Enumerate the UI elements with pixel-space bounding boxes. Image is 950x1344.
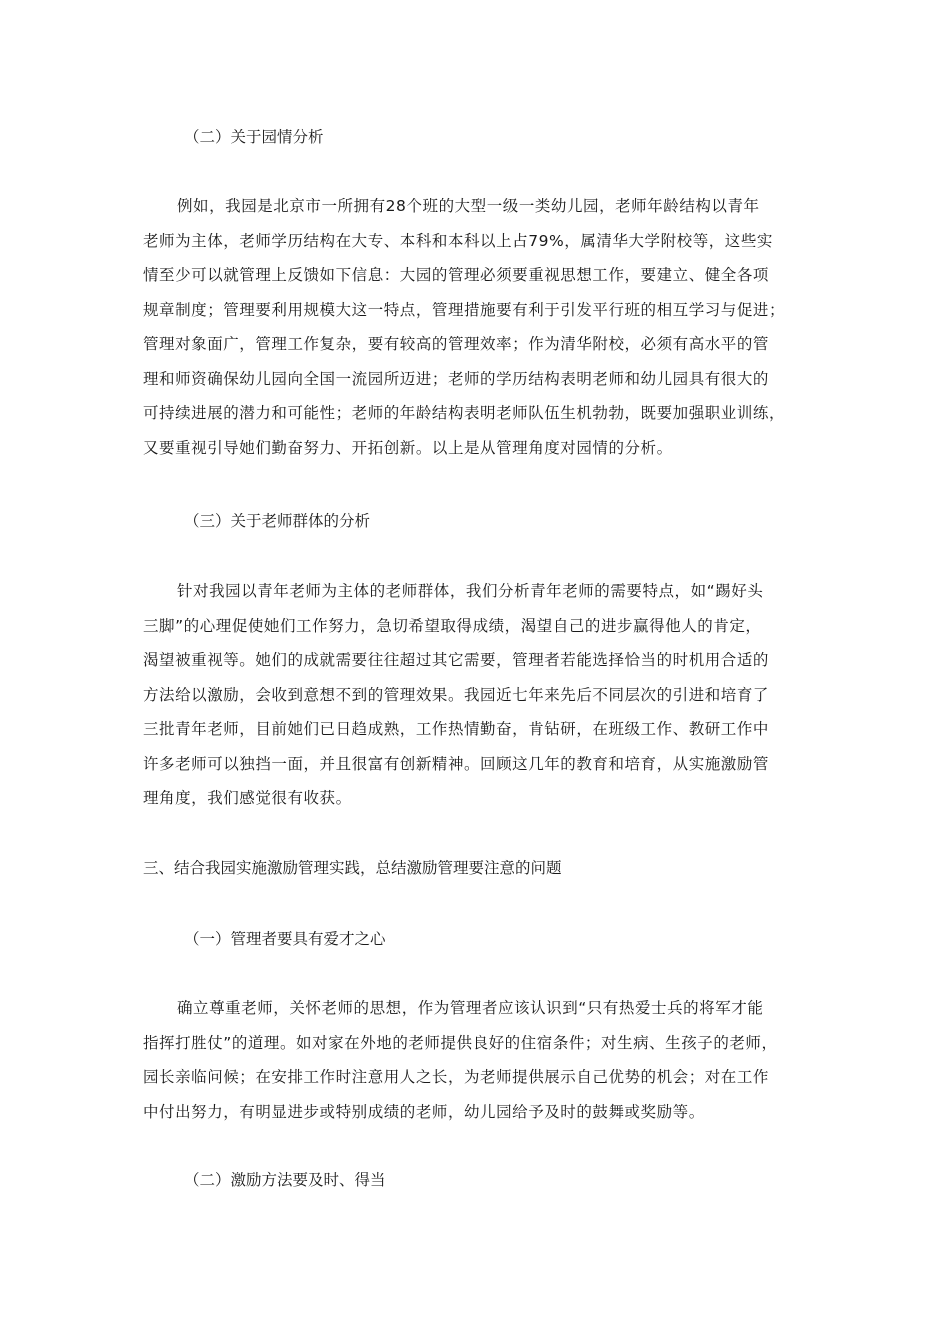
paragraph-line: 中付出努力，有明显进步或特别成绩的老师，幼儿园给予及时的鼓舞或奖励等。: [143, 1102, 705, 1121]
paragraph-line: 渴望被重视等。她们的成就需要往往超过其它需要，管理者若能选择恰当的时机用合适的: [143, 651, 769, 669]
paragraph-line: 可持续进展的潜力和可能性；老师的年龄结构表明老师队伍生机勃勃，既要加强职业训练，: [143, 404, 786, 422]
paragraph-line: 理和师资确保幼儿园向全国一流园所迈进；老师的学历结构表明老师和幼儿园具有很大的: [143, 369, 769, 388]
paragraph-line: 三批青年老师，目前她们已日趋成熟，工作热情勤奋，肯钻研，在班级工作、教研工作中: [143, 720, 769, 738]
paragraph-line: 确立尊重老师，关怀老师的思想，作为管理者应该认识到“只有热爱士兵的将军才能: [177, 999, 764, 1017]
paragraph-line: 三脚”的心理促使她们工作努力，急切希望取得成绩，渴望自己的进步赢得他人的肯定，: [143, 616, 762, 635]
section-heading-teacher-group: （三）关于老师群体的分析: [184, 512, 371, 530]
paragraph-line: 管理对象面广，管理工作复杂，要有较高的管理效率；作为清华附校，必须有高水平的管: [143, 335, 769, 353]
paragraph-line: 针对我园以青年老师为主体的老师群体，我们分析青年老师的需要特点，如“踢好头: [177, 582, 764, 600]
paragraph-line: 方法给以激励，会收到意想不到的管理效果。我园近七年来先后不同层次的引进和培育了: [143, 685, 769, 704]
paragraph-love-talent: [143, 991, 813, 1129]
paragraph-line: 规章制度；管理要利用规模大这一特点，管理措施要有利于引发平行班的相互学习与促进；: [143, 300, 786, 319]
paragraph-line: 理角度，我们感觉很有收获。: [143, 789, 352, 807]
paragraph-teacher-group: [143, 574, 813, 816]
section-heading-park-analysis: （二）关于园情分析: [184, 128, 324, 146]
paragraph-line: 老师为主体，老师学历结构在大专、本科和本科以上占79%，属清华大学附校等，这些实: [143, 231, 773, 250]
paragraph-line: 指挥打胜仗”的道理。如对家在外地的老师提供良好的住宿条件；对生病、生孩子的老师，: [143, 1033, 778, 1052]
paragraph-line: 情至少可以就管理上反馈如下信息：大园的管理必须要重视思想工作，要建立、健全各项: [143, 266, 769, 284]
section-heading-incentive-method: （二）激励方法要及时、得当: [184, 1171, 386, 1189]
section-heading-love-talent: （一）管理者要具有爱才之心: [184, 930, 386, 948]
paragraph-line: 例如，我园是北京市一所拥有28个班的大型一级一类幼儿园，老师年龄结构以青年: [177, 197, 760, 215]
paragraph-line: 许多老师可以独挡一面，并且很富有创新精神。回顾这几年的教育和培育，从实施激励管: [143, 754, 769, 773]
paragraph-park-analysis: [143, 189, 813, 465]
paragraph-line: 园长亲临问候；在安排工作时注意用人之长，为老师提供展示自己优势的机会；对在工作: [143, 1068, 769, 1086]
paragraph-line: 又要重视引导她们勤奋努力、开拓创新。以上是从管理角度对园情的分析。: [143, 438, 673, 457]
section-heading-part-three: 三、结合我园实施激励管理实践，总结激励管理要注意的问题: [143, 859, 562, 877]
